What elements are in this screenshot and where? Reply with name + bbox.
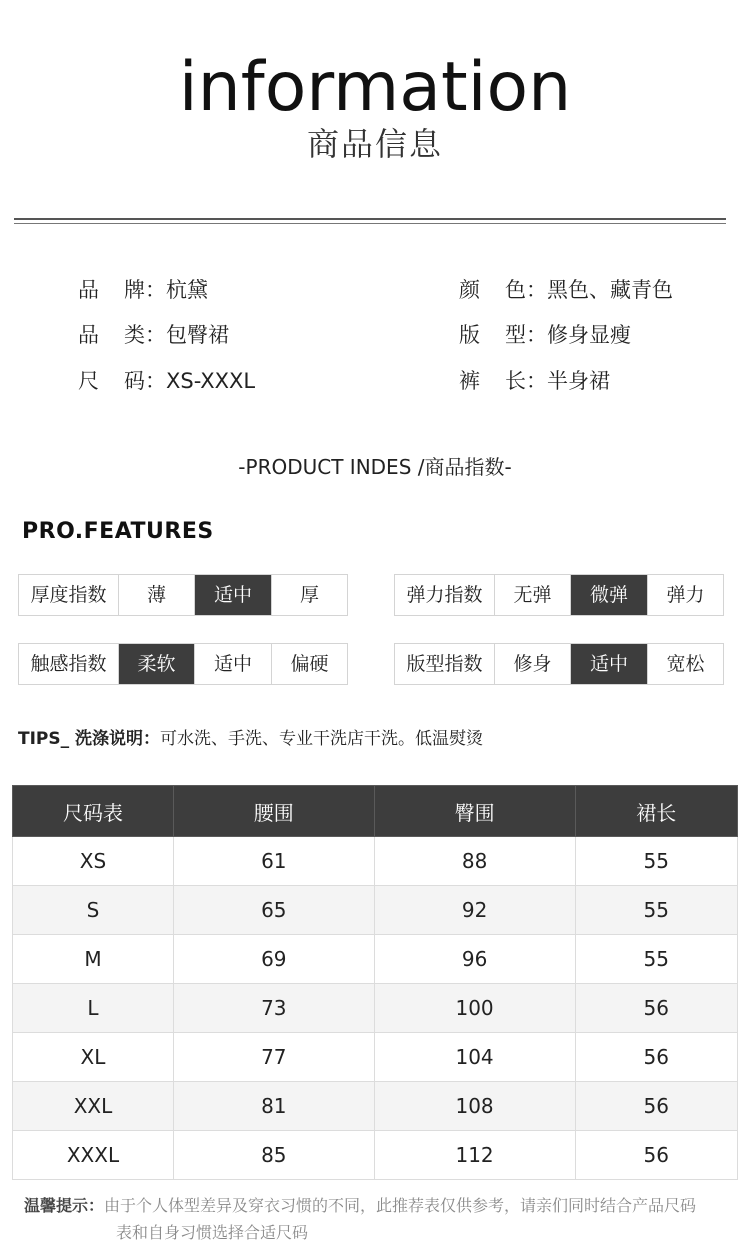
table-cell: 85 (173, 1131, 374, 1180)
warm-tip (24, 1192, 724, 1246)
info-value: 包臀裙 (166, 323, 229, 347)
divider-line-bottom (14, 223, 726, 224)
table-cell: 55 (575, 935, 737, 984)
table-cell: 55 (575, 837, 737, 886)
table-cell: 108 (374, 1082, 575, 1131)
feature-option: 弹力 (666, 584, 705, 606)
warm-tip-line2: 表和自身习惯选择合适尺码 (116, 1223, 309, 1242)
table-cell: 92 (374, 886, 575, 935)
feature-thickness (18, 574, 348, 616)
feature-option: 偏硬 (290, 653, 329, 675)
feature-option-selected: 柔软 (119, 644, 195, 684)
info-label-char: 色： (505, 278, 547, 302)
table-cell: 77 (173, 1033, 374, 1082)
column-header: 尺码表 (13, 786, 174, 837)
info-label-char: 版 (459, 323, 480, 347)
page-title-cn: 商品信息 (306, 125, 443, 163)
table-cell: 81 (173, 1082, 374, 1131)
info-value: 黑色、藏青色 (547, 278, 673, 302)
info-value: XS-XXXL (166, 369, 256, 393)
warm-tip-line1: 由于个人体型差异及穿衣习惯的不同，此推荐表仅供参考，请亲们同时结合产品尺码 (104, 1196, 697, 1215)
size-table (12, 785, 738, 1180)
table-cell: 65 (173, 886, 374, 935)
info-value: 修身显瘦 (547, 323, 631, 347)
info-length (459, 366, 610, 396)
info-size (78, 366, 255, 396)
feature-touch (18, 643, 348, 685)
table-cell: 55 (575, 886, 737, 935)
info-value: 杭黛 (166, 278, 208, 302)
info-label-char: 码： (124, 369, 166, 393)
table-row (13, 935, 738, 984)
table-row (13, 837, 738, 886)
feature-label: 触感指数 (19, 644, 119, 684)
tips-text: 可水洗、手洗、专业干洗店干洗。低温熨烫 (160, 729, 484, 749)
table-cell: 112 (374, 1131, 575, 1180)
table-row (13, 1033, 738, 1082)
info-fit (459, 320, 631, 350)
feature-label: 厚度指数 (19, 575, 119, 615)
info-color (459, 275, 673, 305)
info-label-char: 长： (505, 369, 547, 393)
table-cell: 69 (173, 935, 374, 984)
feature-label: 版型指数 (395, 644, 495, 684)
info-label-char: 型： (505, 323, 547, 347)
pro-features-heading: PRO.FEATURES (22, 519, 214, 544)
feature-fit (394, 643, 724, 685)
warm-tip-label: 温馨提示： (24, 1196, 105, 1215)
washing-tips (18, 726, 483, 752)
column-header: 臀围 (374, 786, 575, 837)
table-cell: 61 (173, 837, 374, 886)
feature-option-selected: 适中 (571, 644, 648, 684)
feature-option: 薄 (119, 575, 195, 615)
table-cell: 88 (374, 837, 575, 886)
table-cell: 56 (575, 1033, 737, 1082)
info-label-char: 颜 (459, 278, 480, 302)
table-cell: XS (13, 837, 174, 886)
table-cell: 73 (173, 984, 374, 1033)
table-cell: L (13, 984, 174, 1033)
info-label-char: 类： (124, 323, 166, 347)
table-cell: 56 (575, 1131, 737, 1180)
info-value: 半身裙 (547, 369, 610, 393)
column-header: 裙长 (575, 786, 737, 837)
table-row (13, 886, 738, 935)
table-cell: M (13, 935, 174, 984)
table-cell: 56 (575, 1082, 737, 1131)
page-title-en: information (178, 48, 572, 127)
table-cell: 104 (374, 1033, 575, 1082)
feature-option-selected: 微弹 (571, 575, 648, 615)
feature-label: 弹力指数 (395, 575, 495, 615)
info-category (78, 320, 229, 350)
feature-option: 修身 (495, 644, 571, 684)
column-header: 腰围 (173, 786, 374, 837)
divider-line-top (14, 218, 726, 220)
info-brand (78, 275, 208, 305)
table-row (13, 1131, 738, 1180)
tips-label: TIPS_ 洗涤说明： (18, 729, 161, 749)
info-label-char: 牌： (124, 278, 166, 302)
feature-option: 厚 (299, 584, 319, 606)
size-table-header (13, 786, 738, 837)
table-cell: 96 (374, 935, 575, 984)
info-label-char: 品 (78, 323, 99, 347)
feature-option-selected: 适中 (195, 575, 272, 615)
product-index-heading: -PRODUCT INDES /商品指数- (238, 455, 512, 479)
info-label-char: 品 (78, 278, 99, 302)
table-cell: XXXL (13, 1131, 174, 1180)
table-row (13, 1082, 738, 1131)
feature-option: 宽松 (666, 653, 705, 675)
feature-elasticity (394, 574, 724, 616)
table-cell: 56 (575, 984, 737, 1033)
table-cell: XL (13, 1033, 174, 1082)
info-label-char: 尺 (78, 369, 99, 393)
feature-option: 无弹 (495, 575, 571, 615)
table-cell: S (13, 886, 174, 935)
table-row (13, 984, 738, 1033)
table-cell: XXL (13, 1082, 174, 1131)
info-label-char: 裤 (459, 369, 480, 393)
table-cell: 100 (374, 984, 575, 1033)
feature-option: 适中 (195, 644, 272, 684)
